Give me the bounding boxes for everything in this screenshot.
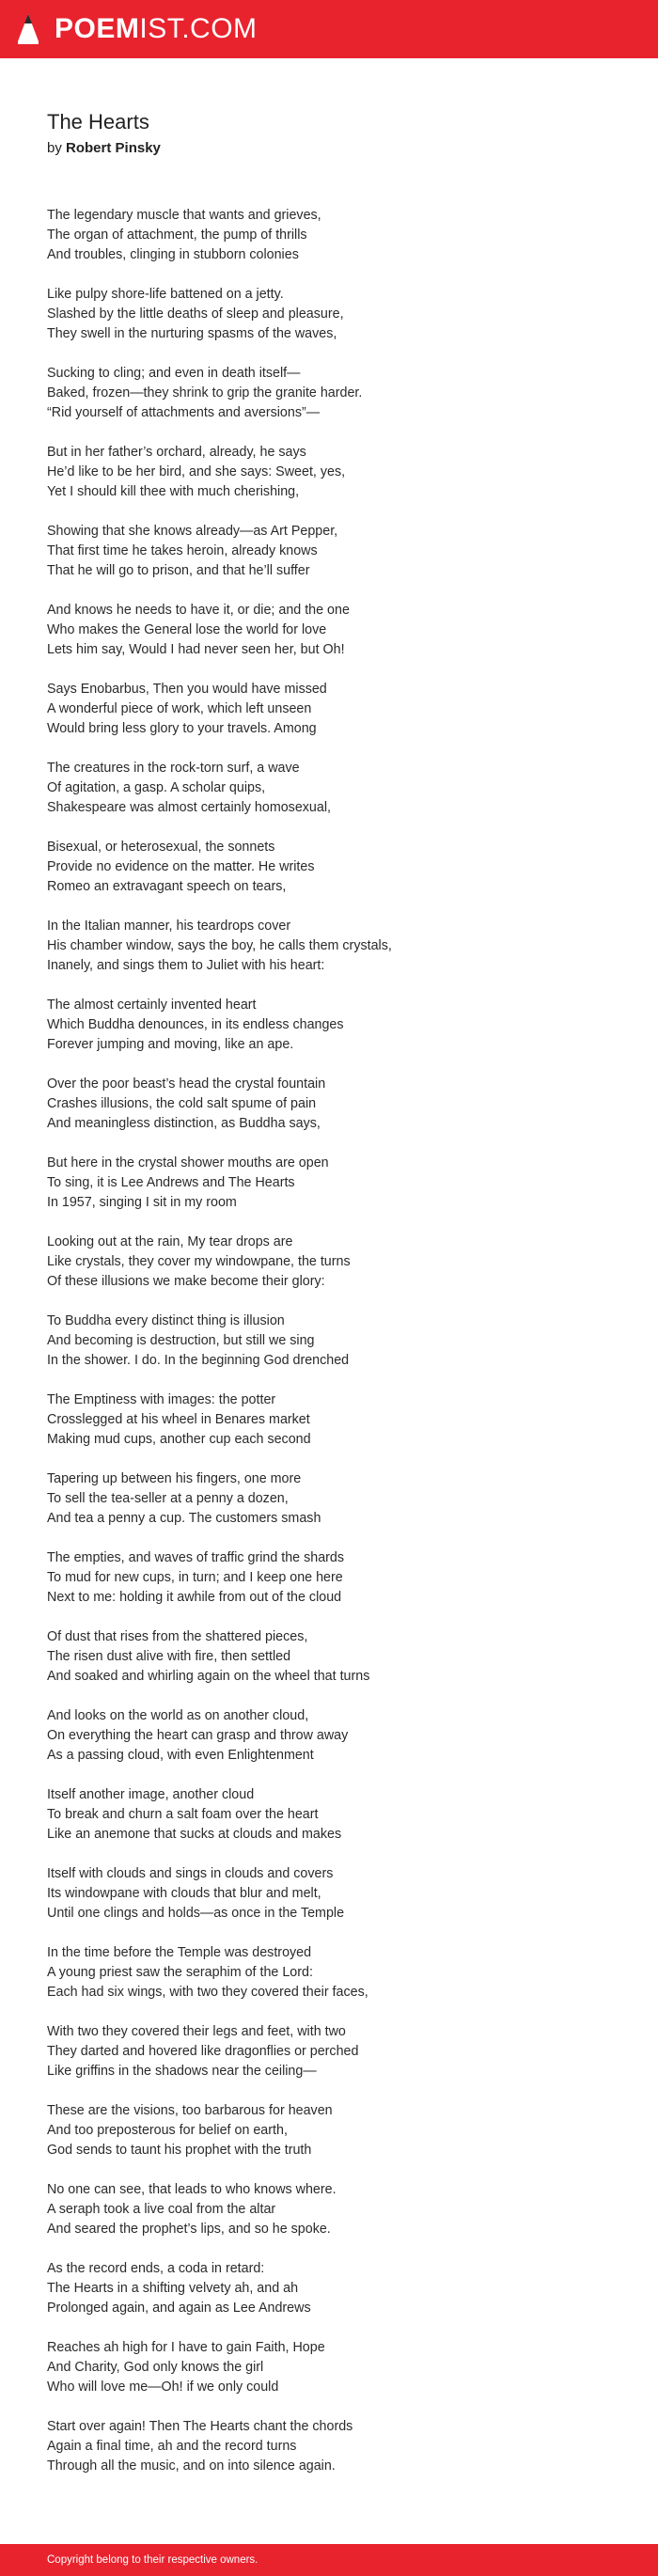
poem-line: As the record ends, a coda in retard:	[47, 2261, 265, 2276]
poem-line: The legendary muscle that wants and grieves,	[47, 208, 321, 223]
poem-line: And knows he needs to have it, or die; and the one	[47, 603, 350, 618]
poem-line: “Rid yourself of attachments and aversions”—	[47, 405, 321, 420]
poem-line: Who will love me—Oh! if we only could	[47, 2380, 279, 2395]
poem-line: And looks on the world as on another cloud,	[47, 1708, 309, 1723]
poem-stanza	[47, 364, 630, 423]
poem-line: No one can see, that leads to who knows where.	[47, 2182, 337, 2197]
poem-line: The risen dust alive with fire, then settled	[47, 1649, 291, 1664]
poem-stanza	[47, 2101, 630, 2160]
poem-stanza	[47, 1548, 630, 1608]
poem-line: Lets him say, Would I had never seen her, but Oh!	[47, 642, 345, 657]
poem-line: As a passing cloud, with even Enlightenment	[47, 1748, 314, 1763]
poem-line: To break and churn a salt foam over the heart	[47, 1807, 319, 1822]
poem-line: Again a final time, ah and the record turns	[47, 2439, 297, 2454]
poem-line: Who makes the General lose the world for love	[47, 622, 327, 637]
poem-line: Until one clings and holds—as once in the Temple	[47, 1906, 345, 1921]
poem-stanza	[47, 1233, 630, 1292]
poem-line: The creatures in the rock-torn surf, a wave	[47, 761, 300, 776]
poem-line: Says Enobarbus, Then you would have missed	[47, 682, 327, 697]
by-label: by	[47, 140, 62, 156]
poem-stanza	[47, 443, 630, 502]
poem-line: Which Buddha denounces, in its endless changes	[47, 1017, 344, 1032]
poem-line: Shakespeare was almost certainly homosexual,	[47, 800, 331, 815]
poem-stanza	[47, 601, 630, 660]
poem-line: The Emptiness with images: the potter	[47, 1392, 276, 1407]
poem-line: Looking out at the rain, My tear drops are	[47, 1234, 293, 1249]
poem-line: Romeo an extravagant speech on tears,	[47, 879, 287, 894]
poem-line: Like crystals, they cover my windowpane, the turns	[47, 1254, 351, 1269]
poem-line: In the time before the Temple was destroyed	[47, 1945, 312, 1960]
poem-line: Sucking to cling; and even in death itself—	[47, 366, 301, 381]
poem-line: And becoming is destruction, but still we sing	[47, 1333, 315, 1348]
poem-stanza	[47, 2259, 630, 2318]
site-footer	[0, 2544, 658, 2576]
poem-stanza	[47, 2180, 630, 2239]
poem-line: To mud for new cups, in turn; and I keep one here	[47, 1570, 343, 1585]
poem-line: The Hearts in a shifting velvety ah, and ah	[47, 2281, 299, 2296]
poem-stanza	[47, 1943, 630, 2003]
poem-line: Would bring less glory to your travels. Among	[47, 721, 317, 736]
poem-line: Slashed by the little deaths of sleep and pleasure,	[47, 306, 344, 322]
poem-line: They swell in the nurturing spasms of the waves,	[47, 326, 337, 341]
poem-line: And meaningless distinction, as Buddha says,	[47, 1116, 321, 1131]
poem-line: On everything the heart can grasp and throw away	[47, 1728, 349, 1743]
poem-line: Its windowpane with clouds that blur and melt,	[47, 1886, 321, 1901]
poem-line: Crashes illusions, the cold salt spume of pain	[47, 1096, 317, 1111]
poem-line: Forever jumping and moving, like an ape.	[47, 1037, 294, 1052]
poem-line: Prolonged again, and again as Lee Andrews	[47, 2301, 311, 2316]
poem-line: Baked, frozen—they shrink to grip the granite harder.	[47, 385, 363, 401]
poem-title: The Hearts	[47, 110, 149, 134]
poem-stanza	[47, 1706, 630, 1766]
poem-line: Inanely, and sings them to Juliet with his heart:	[47, 958, 325, 973]
poem-line: That first time he takes heroin, already knows	[47, 543, 318, 558]
poem-stanza	[47, 1627, 630, 1687]
poem-line: In the Italian manner, his teardrops cover	[47, 919, 291, 934]
poem-stanza	[47, 2417, 630, 2476]
poem-body	[47, 206, 630, 2496]
poem-line: Provide no evidence on the matter. He writes	[47, 859, 315, 874]
author-name[interactable]: Robert Pinsky	[66, 140, 161, 156]
poem-line: Each had six wings, with two they covered their faces,	[47, 1985, 368, 2000]
poem-line: Like an anemone that sucks at clouds and makes	[47, 1827, 342, 1842]
poem-line: A seraph took a live coal from the altar	[47, 2202, 276, 2217]
poem-line: But in her father’s orchard, already, he says	[47, 445, 306, 460]
poem-line: Reaches ah high for I have to gain Faith, Hope	[47, 2340, 325, 2355]
poem-line: A young priest saw the seraphim of the Lord:	[47, 1965, 313, 1980]
poem-line: And soaked and whirling again on the wheel that turns	[47, 1669, 370, 1684]
poem-line: Start over again! Then The Hearts chant the chords	[47, 2419, 353, 2434]
poem-line: Through all the music, and on into silence again.	[47, 2458, 336, 2474]
poem-line: The organ of attachment, the pump of thrills	[47, 228, 307, 243]
poem-line: They darted and hovered like dragonflies or perched	[47, 2044, 359, 2059]
logo-strong-text: POEM	[55, 13, 140, 44]
poem-line: Making mud cups, another cup each second	[47, 1432, 311, 1447]
poem-line: Crosslegged at his wheel in Benares market	[47, 1412, 310, 1427]
poem-stanza	[47, 1864, 630, 1924]
poem-line: God sends to taunt his prophet with the truth	[47, 2143, 312, 2158]
poem-stanza	[47, 1075, 630, 1134]
poem-stanza	[47, 996, 630, 1055]
poem-line: Next to me: holding it awhile from out of the cloud	[47, 1590, 342, 1605]
poem-stanza	[47, 1469, 630, 1529]
poem-stanza	[47, 2022, 630, 2081]
poem-line: Showing that she knows already—as Art Pepper,	[47, 524, 338, 539]
poem-line: Tapering up between his fingers, one more	[47, 1471, 302, 1486]
poem-line: And tea a penny a cup. The customers smash	[47, 1511, 321, 1526]
poem-line: And troubles, clinging in stubborn colonies	[47, 247, 299, 262]
poem-stanza	[47, 838, 630, 897]
poem-line: He’d like to be her bird, and she says: Sweet, yes,	[47, 464, 346, 479]
poem-stanza	[47, 917, 630, 976]
poem-line: Itself another image, another cloud	[47, 1787, 255, 1802]
poem-line: To sing, it is Lee Andrews and The Hearts	[47, 1175, 295, 1190]
logo-light-text: IST.COM	[139, 13, 258, 44]
copyright-notice: Copyright belong to their respective owners.	[47, 2554, 258, 2566]
poem-stanza	[47, 1312, 630, 1371]
poem-line: In the shower. I do. In the beginning God drenched	[47, 1353, 350, 1368]
poem-stanza	[47, 2338, 630, 2397]
poem-stanza	[47, 206, 630, 265]
poem-line: These are the visions, too barbarous for heaven	[47, 2103, 333, 2118]
poem-stanza	[47, 1785, 630, 1845]
poem-line: The almost certainly invented heart	[47, 997, 257, 1013]
poem-line: Like pulpy shore-life battened on a jetty.	[47, 287, 284, 302]
poem-stanza	[47, 680, 630, 739]
poem-stanza	[47, 759, 630, 818]
poem-line: Of agitation, a gasp. A scholar quips,	[47, 780, 266, 795]
poem-line: To sell the tea-seller at a penny a dozen,	[47, 1491, 289, 1506]
poem-line: In 1957, singing I sit in my room	[47, 1195, 237, 1210]
poem-line: His chamber window, says the boy, he calls them crystals,	[47, 938, 392, 953]
poem-line: And too preposterous for belief on earth,	[47, 2123, 288, 2138]
poem-line: Yet I should kill thee with much cherishing,	[47, 484, 300, 499]
poem-line: Itself with clouds and sings in clouds and covers	[47, 1866, 334, 1881]
poem-line: With two they covered their legs and feet, with two	[47, 2024, 346, 2039]
poem-line: And Charity, God only knows the girl	[47, 2360, 264, 2375]
poem-line: But here in the crystal shower mouths are open	[47, 1155, 329, 1170]
poem-stanza	[47, 1154, 630, 1213]
poem-line: And seared the prophet’s lips, and so he spoke.	[47, 2222, 331, 2237]
poem-stanza	[47, 522, 630, 581]
poem-stanza	[47, 1390, 630, 1450]
poem-line: Over the poor beast’s head the crystal fountain	[47, 1076, 326, 1092]
poem-line: To Buddha every distinct thing is illusion	[47, 1313, 285, 1328]
poem-line: Of dust that rises from the shattered pieces,	[47, 1629, 308, 1644]
poem-line: Of these illusions we make become their glory:	[47, 1274, 325, 1289]
poem-line: A wonderful piece of work, which left unseen	[47, 701, 312, 716]
site-header	[0, 0, 658, 58]
poem-line: Like griffins in the shadows near the ceiling—	[47, 2064, 317, 2079]
poem-line: That he will go to prison, and that he’ll suffer	[47, 563, 310, 578]
byline	[47, 139, 161, 158]
poem-stanza	[47, 285, 630, 344]
site-logo[interactable]	[55, 14, 258, 44]
poem-line: The empties, and waves of traffic grind the shards	[47, 1550, 345, 1565]
poem-line: Bisexual, or heterosexual, the sonnets	[47, 840, 275, 855]
pencil-tip-icon	[17, 13, 39, 45]
